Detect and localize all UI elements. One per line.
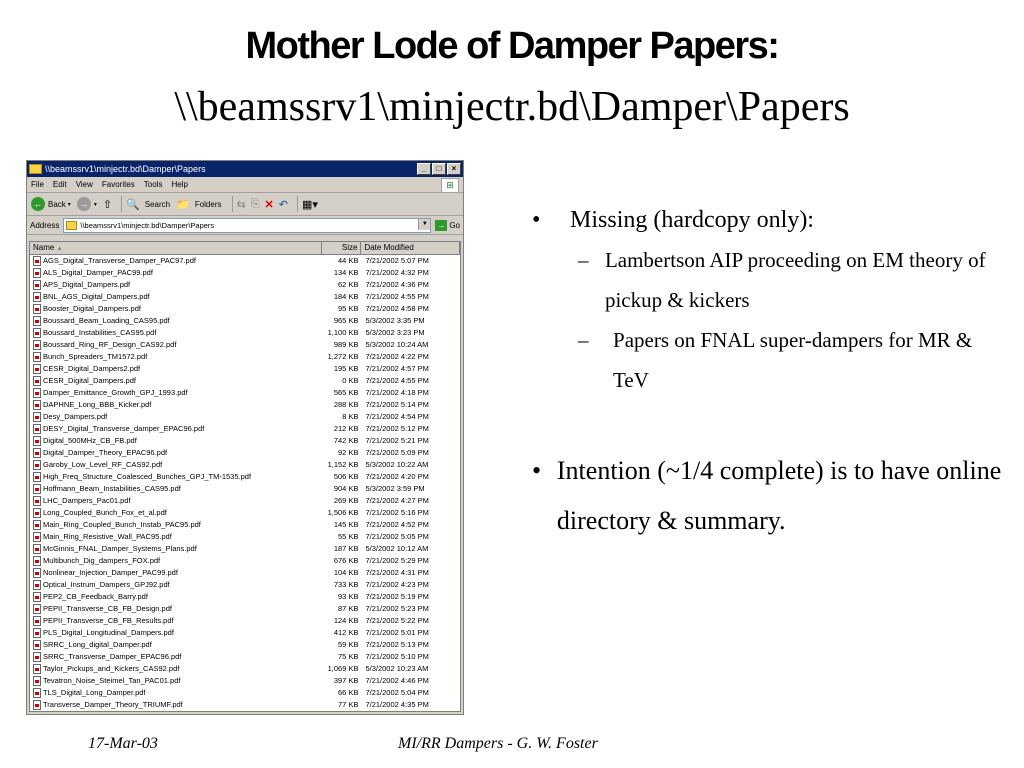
pdf-file-icon [33, 496, 41, 506]
file-name-cell [30, 267, 322, 279]
file-row[interactable] [30, 315, 460, 327]
file-name: Garoby_Low_Level_RF_CAS92.pdf [43, 460, 163, 469]
file-row[interactable] [30, 579, 460, 591]
file-date: 7/21/2002 5:05 PM [365, 532, 429, 541]
pdf-file-icon [33, 508, 41, 518]
window-title: \\beamssrv1\minjectr.bd\Damper\Papers [45, 164, 206, 174]
pdf-file-icon [33, 556, 41, 566]
file-name: CESR_Digital_Dampers.pdf [43, 376, 136, 385]
file-name-cell [30, 363, 322, 375]
file-name-cell [30, 603, 322, 615]
file-row[interactable] [30, 471, 460, 483]
file-row[interactable] [30, 627, 460, 639]
bullet-dash: – [578, 328, 589, 352]
bullet-missing: Missing (hardcopy only): [570, 207, 814, 233]
file-name-cell [30, 303, 322, 315]
file-date: 7/21/2002 4:57 PM [365, 364, 429, 373]
file-date: 5/3/2002 3:23 PM [365, 328, 425, 337]
address-bar [27, 216, 463, 235]
back-arrow-icon: ← [31, 197, 45, 211]
search-icon: 🔍 [126, 198, 140, 211]
file-name-cell [30, 411, 322, 423]
file-row[interactable] [30, 699, 460, 711]
file-name-cell [30, 483, 322, 495]
file-name-cell [30, 387, 322, 399]
file-name: DESY_Digital_Transverse_damper_EPAC96.pdf [43, 424, 205, 433]
file-name-cell [30, 675, 322, 687]
file-row[interactable] [30, 339, 460, 351]
toolbar-separator [232, 196, 233, 212]
file-date: 5/3/2002 3:35 PM [365, 316, 425, 325]
file-name: PEPII_Transverse_CB_FB_Design.pdf [43, 604, 172, 613]
file-size: 989 KB [333, 340, 359, 349]
toolbar-separator [297, 196, 298, 212]
file-row[interactable] [30, 351, 460, 363]
file-name: ALS_Digital_Damper_PAC99.pdf [43, 268, 153, 277]
pdf-file-icon [33, 316, 41, 326]
menu-file[interactable]: File [31, 180, 44, 189]
file-row[interactable] [30, 327, 460, 339]
file-row[interactable] [30, 543, 460, 555]
go-arrow-icon: → [437, 220, 446, 230]
file-name-cell [30, 531, 322, 543]
file-size: 195 KB [333, 364, 359, 373]
file-name: Boussard_Ring_RF_Design_CAS92.pdf [43, 340, 177, 349]
pdf-file-icon [33, 460, 41, 470]
pdf-file-icon [33, 604, 41, 614]
file-name: Long_Coupled_Bunch_Fox_et_al.pdf [43, 508, 167, 517]
file-size: 44 KB [338, 256, 359, 265]
file-row[interactable] [30, 495, 460, 507]
file-row[interactable] [30, 363, 460, 375]
file-row[interactable] [30, 531, 460, 543]
forward-button[interactable]: → ▾ [77, 197, 97, 211]
file-size: 62 KB [338, 280, 359, 289]
file-date: 7/21/2002 5:04 PM [365, 688, 429, 697]
file-name-cell [30, 339, 322, 351]
file-size: 187 KB [333, 544, 359, 553]
file-name: High_Freq_Structure_Coalesced_Bunches_GPJ_TM-1535.pdf [43, 472, 252, 481]
file-size: 59 KB [338, 640, 359, 649]
file-name: Damper_Emittance_Growth_GPJ_1993.pdf [43, 388, 188, 397]
maximize-button[interactable]: □ [432, 163, 446, 175]
file-date: 7/21/2002 4:18 PM [365, 388, 429, 397]
pdf-file-icon [33, 520, 41, 530]
search-label: Search [144, 199, 171, 209]
file-size: 269 KB [333, 496, 359, 505]
file-row[interactable] [30, 483, 460, 495]
file-size: 1,100 KB [327, 328, 359, 337]
file-name: McGinnis_FNAL_Damper_Systems_Plans.pdf [43, 544, 197, 553]
close-button[interactable]: × [447, 163, 461, 175]
menu-help[interactable]: Help [171, 180, 188, 189]
file-name-cell [30, 279, 322, 291]
file-date: 7/21/2002 4:55 PM [365, 292, 429, 301]
file-row[interactable] [30, 591, 460, 603]
file-size: 397 KB [333, 676, 359, 685]
menu-edit[interactable]: Edit [52, 180, 67, 189]
file-name: AGS_Digital_Transverse_Damper_PAC97.pdf [43, 256, 196, 265]
pdf-file-icon [33, 700, 41, 710]
file-name-cell [30, 651, 322, 663]
address-dropdown-icon[interactable]: ▼ [418, 219, 430, 230]
column-header-size[interactable]: Size [322, 242, 362, 254]
file-name-cell [30, 471, 322, 483]
file-size: 77 KB [338, 700, 359, 709]
pdf-file-icon [33, 640, 41, 650]
file-date: 7/21/2002 5:07 PM [365, 256, 429, 265]
file-name: SRRC_Transverse_Damper_EPAC96.pdf [43, 652, 182, 661]
file-date: 7/21/2002 4:52 PM [365, 520, 429, 529]
file-date: 7/21/2002 5:21 PM [365, 436, 429, 445]
menu-view[interactable]: View [75, 180, 93, 189]
file-row[interactable] [30, 423, 460, 435]
file-row[interactable] [30, 255, 460, 267]
file-size: 742 KB [333, 436, 359, 445]
slide-subtitle: \\beamssrv1\minjectr.bd\Damper\Papers [174, 84, 850, 130]
file-date: 7/21/2002 4:32 PM [365, 268, 429, 277]
pdf-file-icon [33, 652, 41, 662]
file-date: 5/3/2002 10:22 AM [365, 460, 429, 469]
file-row[interactable] [30, 687, 460, 699]
file-date: 7/21/2002 4:22 PM [365, 352, 429, 361]
file-row[interactable] [30, 375, 460, 387]
file-name: Tevatron_Noise_Steimel_Tan_PAC01.pdf [43, 676, 181, 685]
pdf-file-icon [33, 688, 41, 698]
column-header-date[interactable]: Date Modified [361, 242, 460, 254]
file-name: SRRC_Long_digital_Damper.pdf [43, 640, 152, 649]
up-folder-icon[interactable]: ⇧ [102, 198, 113, 211]
file-name-cell [30, 459, 322, 471]
file-size: 1,272 KB [327, 352, 359, 361]
menu-tools[interactable]: Tools [143, 180, 163, 189]
file-size: 288 KB [333, 400, 359, 409]
file-name-cell [30, 495, 322, 507]
file-date: 7/21/2002 4:36 PM [365, 280, 429, 289]
file-size: 95 KB [338, 304, 359, 313]
file-name-cell [30, 327, 322, 339]
file-row[interactable] [30, 291, 460, 303]
column-name-label: Name [33, 243, 55, 252]
pdf-file-icon [33, 340, 41, 350]
file-row[interactable] [30, 651, 460, 663]
file-date: 7/21/2002 4:46 PM [365, 676, 429, 685]
file-name: Bunch_Spreaders_TM1572.pdf [43, 352, 148, 361]
sub-bullet-item [578, 240, 1002, 320]
file-size: 93 KB [338, 592, 359, 601]
bullet-item [532, 200, 1002, 240]
go-label: Go [449, 220, 460, 230]
file-name-cell [30, 555, 322, 567]
file-name: Boussard_Instabilities_CAS95.pdf [43, 328, 157, 337]
column-headers [30, 242, 460, 255]
pdf-file-icon [33, 676, 41, 686]
file-name-cell [30, 579, 322, 591]
file-name: DAPHNE_Long_BBB_Kicker.pdf [43, 400, 152, 409]
file-date: 7/21/2002 4:54 PM [365, 412, 429, 421]
file-name: PEPII_Transverse_CB_FB_Results.pdf [43, 616, 174, 625]
pdf-file-icon [33, 376, 41, 386]
file-row[interactable] [30, 387, 460, 399]
file-name: PLS_Digital_Longitudinal_Dampers.pdf [43, 628, 174, 637]
pdf-file-icon [33, 616, 41, 626]
file-date: 7/21/2002 5:01 PM [365, 628, 429, 637]
pdf-file-icon [33, 484, 41, 494]
slide-title: Mother Lode of Damper Papers: [245, 25, 779, 67]
file-name: PEP2_CB_Feedback_Barry.pdf [43, 592, 148, 601]
file-row[interactable] [30, 507, 460, 519]
file-name-cell [30, 615, 322, 627]
pdf-file-icon [33, 352, 41, 362]
bullet-intention: Intention (~1/4 complete) is to have online directory & summary. [556, 456, 1002, 535]
back-label: Back [48, 199, 66, 209]
file-date: 7/21/2002 4:31 PM [365, 568, 429, 577]
address-label: Address [30, 220, 60, 230]
file-name: LHC_Dampers_Pac01.pdf [43, 496, 131, 505]
file-name: Transverse_Damper_Theory_TRIUMF.pdf [43, 700, 183, 709]
bullet-dot: • [532, 207, 541, 233]
pdf-file-icon [33, 580, 41, 590]
file-row[interactable] [30, 615, 460, 627]
file-name: Nonlinear_Injection_Damper_PAC99.pdf [43, 568, 178, 577]
pdf-file-icon [33, 592, 41, 602]
bullet-list [532, 200, 1002, 546]
folders-icon: 📁 [176, 198, 190, 211]
pdf-file-icon [33, 436, 41, 446]
pdf-file-icon [33, 472, 41, 482]
pdf-file-icon [33, 280, 41, 290]
file-date: 7/21/2002 5:14 PM [365, 400, 429, 409]
file-row[interactable] [30, 639, 460, 651]
pdf-file-icon [33, 364, 41, 374]
file-date: 7/21/2002 5:13 PM [365, 640, 429, 649]
file-date: 7/21/2002 5:29 PM [365, 556, 429, 565]
sub-bullet-lambertson: Lambertson AIP proceeding on EM theory of pickup & kickers [604, 248, 986, 312]
file-size: 134 KB [333, 268, 359, 277]
file-date: 7/21/2002 4:35 PM [365, 700, 429, 709]
file-date: 7/21/2002 5:19 PM [365, 592, 429, 601]
file-name: BNL_AGS_Digital_Dampers.pdf [43, 292, 150, 301]
footer-date: 17-Mar-03 [88, 735, 158, 752]
pdf-file-icon [33, 448, 41, 458]
file-date: 7/21/2002 4:55 PM [365, 376, 429, 385]
file-name-cell [30, 435, 322, 447]
pdf-file-icon [33, 292, 41, 302]
folders-label: Folders [194, 199, 222, 209]
file-rows [30, 255, 460, 711]
address-value: \\beamssrv1\minjectr.bd\Damper\Papers [80, 220, 215, 230]
toolbar [27, 193, 463, 216]
file-list [29, 241, 461, 712]
file-size: 506 KB [333, 472, 359, 481]
file-size: 104 KB [333, 568, 359, 577]
file-size: 565 KB [333, 388, 359, 397]
file-name-cell [30, 699, 322, 711]
file-name: Main_Ring_Coupled_Bunch_Instab_PAC95.pdf [43, 520, 201, 529]
file-row[interactable] [30, 663, 460, 675]
file-name-cell [30, 627, 322, 639]
file-date: 5/3/2002 3:59 PM [365, 484, 425, 493]
file-row[interactable] [30, 267, 460, 279]
file-name: Hoffmann_Beam_Instabilities_CAS95.pdf [43, 484, 181, 493]
file-name: Digital_Damper_Theory_EPAC96.pdf [43, 448, 168, 457]
file-name: Desy_Dampers.pdf [43, 412, 108, 421]
folder-icon [29, 164, 42, 174]
file-size: 66 KB [338, 688, 359, 697]
file-name: APS_Digital_Dampers.pdf [43, 280, 131, 289]
file-size: 965 KB [333, 316, 359, 325]
file-size: 124 KB [333, 616, 359, 625]
file-size: 1,506 KB [327, 508, 359, 517]
toolbar-separator [121, 196, 122, 212]
sort-ascending-icon: ▲ [56, 246, 63, 252]
file-date: 7/21/2002 5:09 PM [365, 448, 429, 457]
go-button[interactable] [435, 220, 460, 231]
views-icon[interactable]: ▦▾ [301, 198, 318, 211]
address-input[interactable] [63, 218, 431, 233]
file-name: CESR_Digital_Dampers2.pdf [43, 364, 141, 373]
file-name-cell [30, 591, 322, 603]
file-name-cell [30, 507, 322, 519]
file-row[interactable] [30, 555, 460, 567]
footer-author: MI/RR Dampers - G. W. Foster [398, 735, 598, 752]
file-size: 1,069 KB [327, 664, 359, 673]
menu-favorites[interactable]: Favorites [101, 180, 135, 189]
pdf-file-icon [33, 268, 41, 278]
file-row[interactable] [30, 603, 460, 615]
file-name-cell [30, 255, 322, 267]
file-size: 412 KB [333, 628, 359, 637]
file-size: 87 KB [338, 604, 359, 613]
file-date: 7/21/2002 4:58 PM [365, 304, 429, 313]
file-size: 75 KB [338, 652, 359, 661]
file-name-cell [30, 351, 322, 363]
file-row[interactable] [30, 675, 460, 687]
sub-bullet-item [578, 320, 1002, 400]
file-name: Digital_500MHz_CB_FB.pdf [43, 436, 137, 445]
file-name-cell [30, 543, 322, 555]
pdf-file-icon [33, 388, 41, 398]
back-button[interactable]: ← Back ▾ [31, 197, 71, 211]
file-name-cell [30, 687, 322, 699]
file-size: 904 KB [333, 484, 359, 493]
file-size: 184 KB [333, 292, 359, 301]
folders-button[interactable] [176, 198, 221, 211]
file-name-cell [30, 399, 322, 411]
file-name-cell [30, 423, 322, 435]
file-size: 733 KB [333, 580, 359, 589]
file-date: 7/21/2002 5:12 PM [365, 424, 429, 433]
file-row[interactable] [30, 447, 460, 459]
file-name-cell [30, 375, 322, 387]
file-date: 7/21/2002 4:20 PM [365, 472, 429, 481]
file-size: 676 KB [333, 556, 359, 565]
pdf-file-icon [33, 664, 41, 674]
file-name-cell [30, 315, 322, 327]
file-name: TLS_Digital_Long_Damper.pdf [43, 688, 146, 697]
search-button[interactable] [126, 198, 170, 211]
file-name-cell [30, 519, 322, 531]
pdf-file-icon [33, 400, 41, 410]
copy-to-icon[interactable]: ⎘ [250, 197, 260, 210]
file-date: 7/21/2002 5:10 PM [365, 652, 429, 661]
file-name-cell [30, 639, 322, 651]
file-row[interactable] [30, 567, 460, 579]
pdf-file-icon [33, 412, 41, 422]
file-row[interactable] [30, 519, 460, 531]
file-date: 7/21/2002 5:16 PM [365, 508, 429, 517]
file-name: Main_Ring_Resistive_Wall_PAC95.pdf [43, 532, 172, 541]
file-date: 7/21/2002 4:27 PM [365, 496, 429, 505]
file-date: 5/3/2002 10:12 AM [365, 544, 429, 553]
windows-logo-icon: ⊞ [441, 178, 459, 193]
file-row[interactable] [30, 459, 460, 471]
pdf-file-icon [33, 328, 41, 338]
move-to-icon[interactable]: ⇆ [236, 198, 246, 211]
file-row[interactable] [30, 303, 460, 315]
file-name: Booster_Digital_Dampers.pdf [43, 304, 141, 313]
file-date: 5/3/2002 10:24 AM [365, 340, 429, 349]
file-size: 8 KB [342, 412, 359, 421]
file-date: 7/21/2002 5:23 PM [365, 604, 429, 613]
bullet-dash: – [578, 248, 589, 272]
bullet-dot: • [532, 456, 542, 485]
file-name-cell [30, 447, 322, 459]
file-name-cell [30, 663, 322, 675]
column-header-name[interactable] [30, 242, 322, 254]
sub-bullet-fnal: Papers on FNAL super-dampers for MR & TeV [613, 328, 973, 392]
file-date: 7/21/2002 4:23 PM [365, 580, 429, 589]
undo-icon[interactable]: ↶ [278, 198, 288, 211]
explorer-window [26, 160, 464, 715]
file-row[interactable] [30, 435, 460, 447]
pdf-file-icon [33, 532, 41, 542]
pdf-file-icon [33, 424, 41, 434]
file-name-cell [30, 567, 322, 579]
bullet-item [532, 446, 1002, 546]
file-date: 5/3/2002 10:23 AM [365, 664, 429, 673]
file-name: Multibunch_Dig_dampers_FOX.pdf [43, 556, 161, 565]
window-titlebar[interactable] [27, 161, 463, 177]
file-size: 92 KB [338, 448, 359, 457]
file-row[interactable] [30, 279, 460, 291]
file-size: 0 KB [342, 376, 359, 385]
file-size: 212 KB [333, 424, 359, 433]
file-date: 7/21/2002 5:22 PM [365, 616, 429, 625]
file-name: Taylor_Pickups_and_Kickers_CAS92.pdf [43, 664, 180, 673]
pdf-file-icon [33, 628, 41, 638]
delete-icon[interactable]: ✕ [264, 198, 274, 211]
menu-bar [27, 177, 463, 193]
forward-arrow-icon: → [77, 197, 91, 211]
file-size: 145 KB [333, 520, 359, 529]
minimize-button[interactable]: _ [417, 163, 431, 175]
file-name: Optical_Instrum_Dampers_GPJ92.pdf [43, 580, 170, 589]
folder-icon [66, 221, 77, 230]
file-name: Boussard_Beam_Loading_CAS95.pdf [43, 316, 170, 325]
file-row[interactable] [30, 411, 460, 423]
file-name-cell [30, 291, 322, 303]
file-size: 55 KB [338, 532, 359, 541]
file-row[interactable] [30, 399, 460, 411]
pdf-file-icon [33, 304, 41, 314]
pdf-file-icon [33, 568, 41, 578]
file-size: 1,152 KB [327, 460, 359, 469]
pdf-file-icon [33, 544, 41, 554]
pdf-file-icon [33, 256, 41, 266]
